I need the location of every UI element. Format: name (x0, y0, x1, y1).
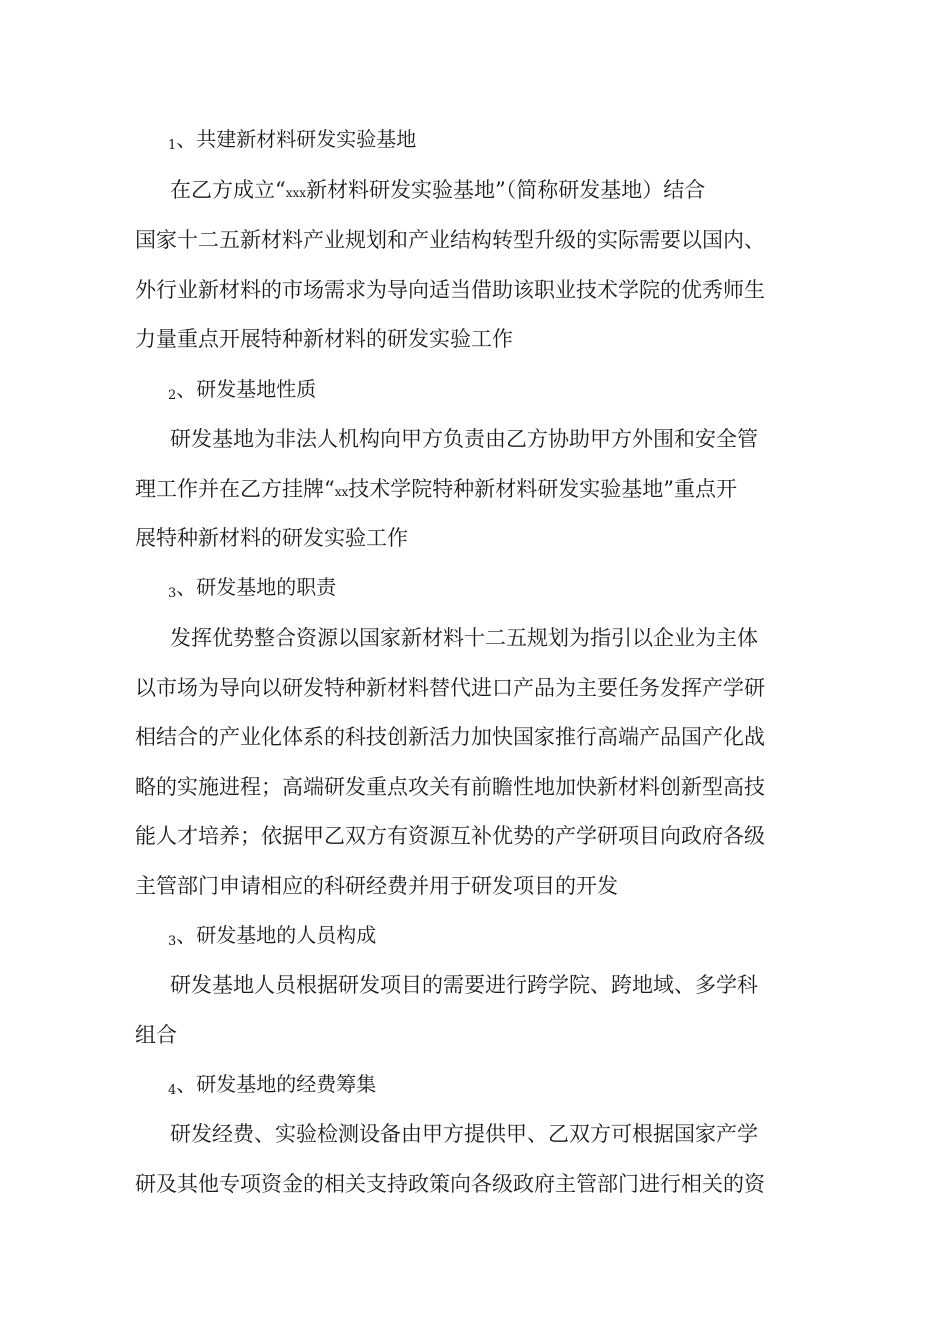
paragraph-line: 力量重点开展特种新材料的研发实验工作 (135, 327, 513, 351)
section-title: 、研发基地的职责 (176, 575, 337, 599)
paragraph-line: 外行业新材料的市场需求为导向适当借助该职业技术学院的优秀师生 (135, 278, 765, 302)
section-heading-2 (168, 375, 316, 410)
section-number: 1 (168, 138, 177, 153)
paragraph-line: 展特种新材料的研发实验工作 (135, 526, 408, 550)
section-title: 、研发基地的人员构成 (176, 923, 377, 947)
section-number: 3 (168, 934, 177, 949)
paragraph-line: 发挥优势整合资源以国家新材料十二五规划为指引以企业为主体 (170, 626, 758, 650)
paragraph-line: 研发基地人员根据研发项目的需要进行跨学院、跨地域、多学科 (170, 973, 758, 997)
section-title: 、共建新材料研发实验基地 (176, 127, 417, 151)
paragraph-line: 研及其他专项资金的相关支持政策向各级政府主管部门进行相关的资 (135, 1172, 765, 1196)
section-title: 、研发基地的经费筹集 (176, 1072, 377, 1096)
section-heading-3 (168, 573, 336, 608)
paragraph-line: 能人才培养；依据甲乙双方有资源互补优势的产学研项目向政府各级 (135, 824, 765, 848)
section-number: 4 (168, 1083, 177, 1098)
paragraph-line: 组合 (135, 1023, 177, 1047)
paragraph-line: 以市场为导向以研发特种新材料替代进口产品为主要任务发挥产学研 (135, 676, 765, 700)
paragraph-line: 在乙方成立“xxx新材料研发实验基地”（简称研发基地）结合 (170, 178, 706, 202)
paragraph-line: 略的实施进程；高端研发重点攻关有前瞻性地加快新材料创新型高技 (135, 775, 765, 799)
section-heading-4 (168, 921, 376, 956)
section-title: 、研发基地性质 (176, 377, 317, 401)
paragraph-line: 国家十二五新材料产业规划和产业结构转型升级的实际需要以国内、 (135, 228, 765, 252)
paragraph-line: 理工作并在乙方挂牌“xx技术学院特种新材料研发实验基地”重点开 (135, 477, 738, 501)
paragraph-line: 研发基地为非法人机构向甲方负责由乙方协助甲方外围和安全管 (170, 427, 758, 451)
section-number: 2 (168, 388, 177, 403)
section-number: 3 (168, 586, 177, 601)
paragraph-line: 主管部门申请相应的科研经费并用于研发项目的开发 (135, 874, 618, 898)
paragraph-line: 相结合的产业化体系的科技创新活力加快国家推行高端产品国产化战 (135, 725, 765, 749)
section-heading-5 (168, 1070, 376, 1105)
paragraph-line: 研发经费、实验检测设备由甲方提供甲、乙双方可根据国家产学 (170, 1122, 758, 1146)
section-heading-1 (168, 125, 416, 160)
